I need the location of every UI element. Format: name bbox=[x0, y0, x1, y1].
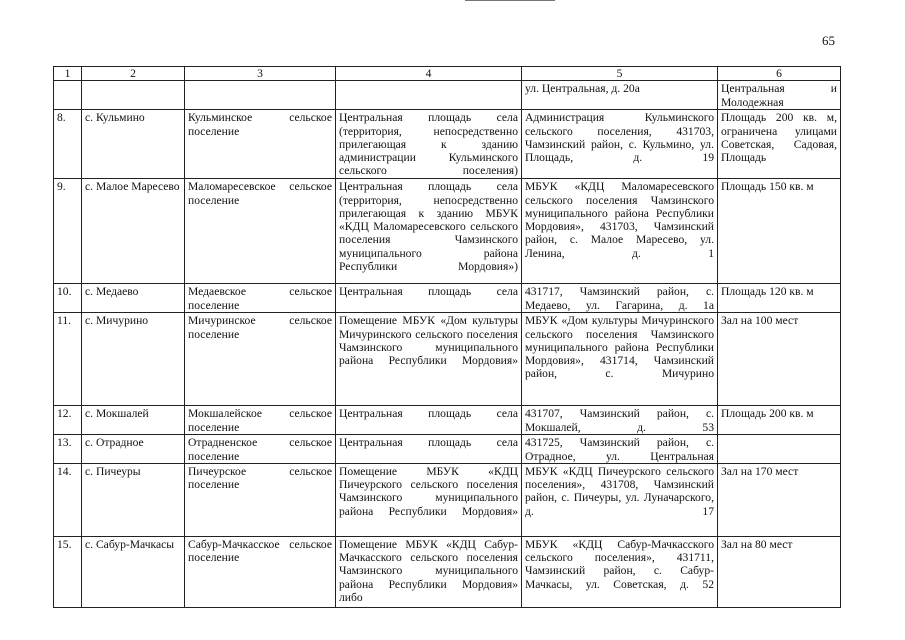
table-row bbox=[54, 536, 841, 607]
cell-place: Центральная площадь села (территория, непосредственно прилегающая к зданию администрации Кульминского сельского поселения) bbox=[336, 110, 522, 179]
page-number: 65 bbox=[822, 33, 835, 48]
cell-village: с. Сабур-Мачкасы bbox=[82, 536, 185, 607]
top-rule bbox=[465, 0, 555, 1]
cell-village: с. Мичурино bbox=[82, 313, 185, 406]
table-row bbox=[54, 435, 841, 464]
cell-address: МБУК «КДЦ Сабур-Мачкасского сельского поселения», 431711, Чамзинский район, с. Сабур-Мачкасы, ул. Советская, д. 52 bbox=[522, 536, 718, 607]
cell-note: Зал на 170 мест bbox=[718, 463, 841, 536]
column-number: 5 bbox=[522, 67, 718, 81]
cell-settlement: Отрадненское сельское поселение bbox=[185, 435, 336, 464]
cell-note: Площадь 120 кв. м bbox=[718, 284, 841, 313]
cell-place bbox=[336, 81, 522, 110]
cell-village: с. Малое Маресево bbox=[82, 179, 185, 284]
cell-note: Площадь 150 кв. м bbox=[718, 179, 841, 284]
cell-place: Помещение МБУК «КДЦ Сабур-Мачкасского сельского поселения Чамзинского муниципального района Республики Мордовия» либо bbox=[336, 536, 522, 607]
cell-num: 10. bbox=[54, 284, 82, 313]
cell-settlement: Сабур-Мачкасское сельское поселение bbox=[185, 536, 336, 607]
table-row bbox=[54, 463, 841, 536]
cell-address: 431717, Чамзинский район, с. Медаево, ул. Гагарина, д. 1а bbox=[522, 284, 718, 313]
cell-num: 9. bbox=[54, 179, 82, 284]
cell-num: 8. bbox=[54, 110, 82, 179]
cell-village: с. Отрадное bbox=[82, 435, 185, 464]
cell-num bbox=[54, 81, 82, 110]
table-row bbox=[54, 110, 841, 179]
cell-num: 15. bbox=[54, 536, 82, 607]
cell-place: Центральная площадь села bbox=[336, 284, 522, 313]
column-number: 1 bbox=[54, 67, 82, 81]
cell-place: Центральная площадь села bbox=[336, 406, 522, 435]
cell-num: 11. bbox=[54, 313, 82, 406]
cell-note: Зал на 100 мест bbox=[718, 313, 841, 406]
cell-place: Центральная площадь села bbox=[336, 435, 522, 464]
cell-address: ул. Центральная, д. 20а bbox=[522, 81, 718, 110]
cell-address: Администрация Кульминского сельского поселения, 431703, Чамзинский район, с. Кульмино, ул. Площадь, д. 19 bbox=[522, 110, 718, 179]
cell-address: МБУК «Дом культуры Мичуринского сельского поселения Чамзинского муниципального района Республики Мордовия», 431714, Чамзинский район, с. Мичурино bbox=[522, 313, 718, 406]
cell-village: с. Медаево bbox=[82, 284, 185, 313]
cell-settlement: Мичуринское сельское поселение bbox=[185, 313, 336, 406]
cell-note: Площадь 200 кв. м bbox=[718, 406, 841, 435]
cell-note: Площадь 200 кв. м, ограничена улицами Советская, Садовая, Площадь bbox=[718, 110, 841, 179]
cell-place: Помещение МБУК «КДЦ Пичеурского сельского поселения Чамзинского муниципального района Республики Мордовия» bbox=[336, 463, 522, 536]
cell-settlement: Кульминское сельское поселение bbox=[185, 110, 336, 179]
cell-place: Помещение МБУК «Дом культуры Мичуринского сельского поселения Чамзинского муниципального района Республики Мордовия» bbox=[336, 313, 522, 406]
cell-place: Центральная площадь села (территория, непосредственно прилегающая к зданию МБУК «КДЦ Маломаресевского сельского поселения Чамзинского муниципального района Республики Мордовия») bbox=[336, 179, 522, 284]
cell-note bbox=[718, 435, 841, 464]
cell-address: 431725, Чамзинский район, с. Отрадное, ул. Центральная bbox=[522, 435, 718, 464]
venues-table bbox=[53, 66, 841, 608]
cell-note: Зал на 80 мест bbox=[718, 536, 841, 607]
cell-settlement: Маломаресевское сельское поселение bbox=[185, 179, 336, 284]
column-number: 6 bbox=[718, 67, 841, 81]
cell-address: 431707, Чамзинский район, с. Мокшалей, д. 53 bbox=[522, 406, 718, 435]
cell-note: Центральная и Молодежная bbox=[718, 81, 841, 110]
cell-village: с. Кульмино bbox=[82, 110, 185, 179]
cell-settlement: Пичеурское сельское поселение bbox=[185, 463, 336, 536]
cell-settlement: Медаевское сельское поселение bbox=[185, 284, 336, 313]
table-row bbox=[54, 406, 841, 435]
column-number-row bbox=[54, 67, 841, 81]
cell-num: 14. bbox=[54, 463, 82, 536]
cell-address: МБУК «КДЦ Пичеурского сельского поселения», 431708, Чамзинский район, с. Пичеуры, ул. Луначарского, д. 17 bbox=[522, 463, 718, 536]
cell-settlement: Мокшалейское сельское поселение bbox=[185, 406, 336, 435]
table-row bbox=[54, 284, 841, 313]
cell-village: с. Пичеуры bbox=[82, 463, 185, 536]
column-number: 2 bbox=[82, 67, 185, 81]
continuation-row bbox=[54, 81, 841, 110]
table-row bbox=[54, 313, 841, 406]
cell-num: 13. bbox=[54, 435, 82, 464]
cell-village: с. Мокшалей bbox=[82, 406, 185, 435]
cell-settlement bbox=[185, 81, 336, 110]
table-row bbox=[54, 179, 841, 284]
cell-num: 12. bbox=[54, 406, 82, 435]
cell-village bbox=[82, 81, 185, 110]
column-number: 3 bbox=[185, 67, 336, 81]
column-number: 4 bbox=[336, 67, 522, 81]
cell-address: МБУК «КДЦ Маломаресевского сельского поселения Чамзинского муниципального района Республики Мордовия», 431703, Чамзинский район, с. Малое Маресево, ул. Ленина, д. 1 bbox=[522, 179, 718, 284]
